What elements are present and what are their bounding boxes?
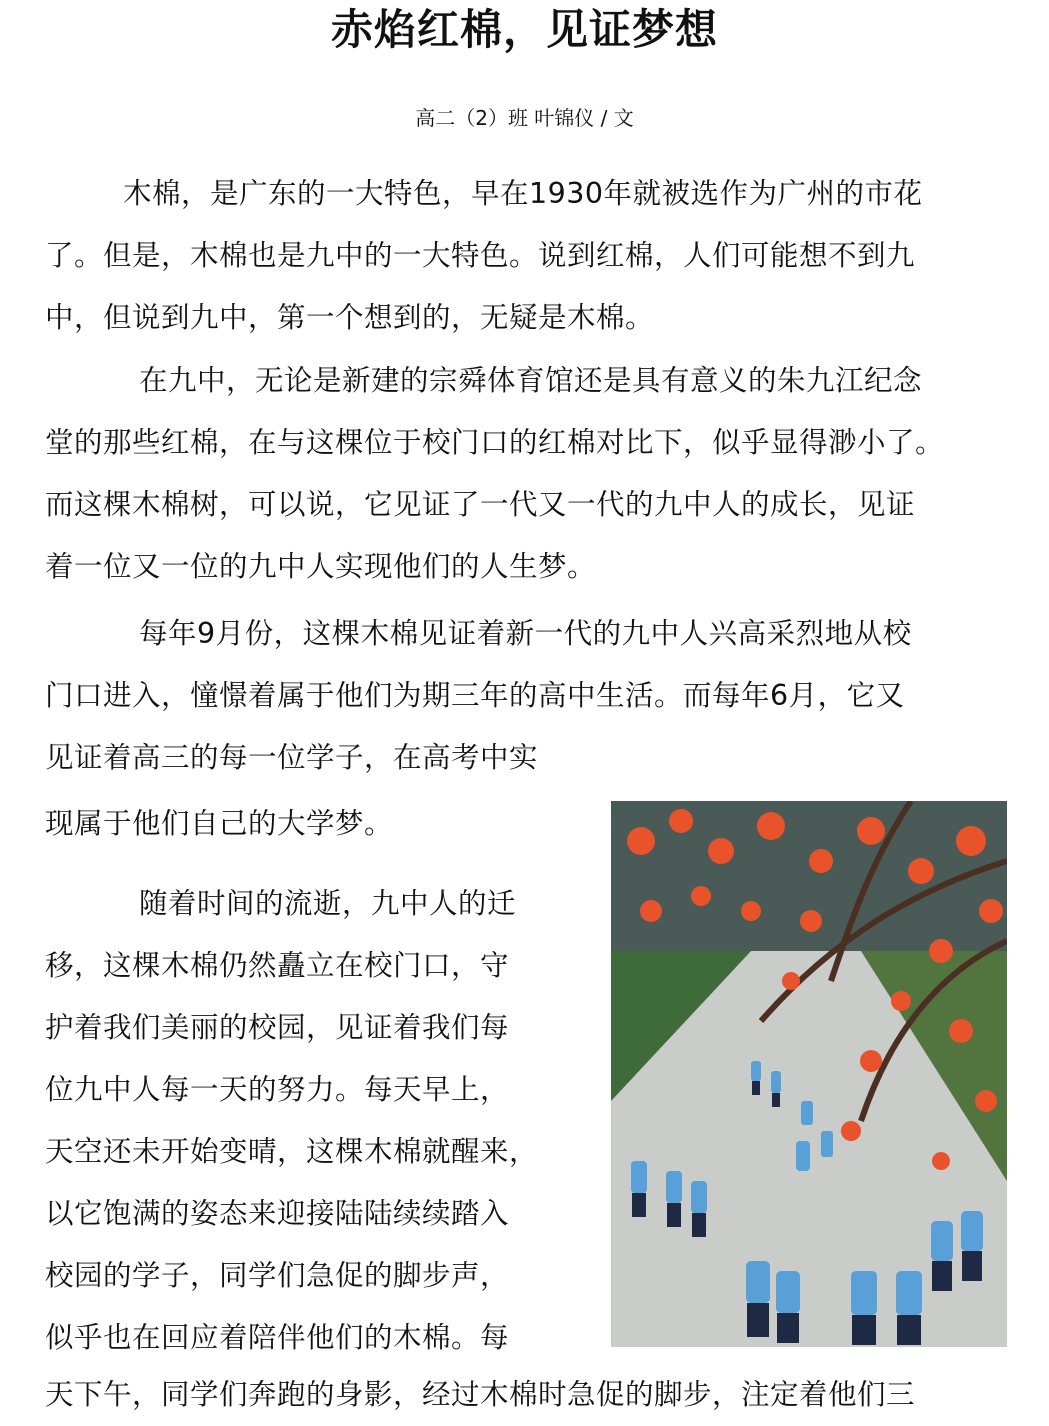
article-byline: 高二（2）班 叶锦仪 / 文 xyxy=(415,106,634,130)
paragraph-3-line: 见证着高三的每一位学子，在高考中实 xyxy=(45,741,539,774)
photo-illustration xyxy=(611,801,1007,1347)
paragraph-4-line: 护着我们美丽的校园，见证着我们每 xyxy=(45,1011,510,1044)
paragraph-4-line: 校园的学子，同学们急促的脚步声， xyxy=(45,1259,510,1292)
paragraph-4-line: 以它饱满的姿态来迎接陆陆续续踏入 xyxy=(45,1197,510,1230)
paragraph-3-line: 现属于他们自己的大学梦。 xyxy=(45,807,394,840)
paragraph-1 xyxy=(45,163,1007,349)
article-title: 赤焰红棉，见证梦想 xyxy=(330,5,718,54)
paragraph-4-line: 随着时间的流逝，九中人的迁 xyxy=(139,887,517,920)
kapok-tree-photo xyxy=(611,801,1007,1347)
paragraph-4-line: 似乎也在回应着陪伴他们的木棉。每 xyxy=(45,1321,510,1354)
paragraph-4-line: 天下午，同学们奔跑的身影，经过木棉时急促的脚步，注定着他们三 xyxy=(45,1378,916,1411)
paragraph-2-line: 着一位又一位的九中人实现他们的人生梦。 xyxy=(45,550,597,583)
paragraph-1-line: 中，但说到九中，第一个想到的，无疑是木棉。 xyxy=(45,301,655,334)
paragraph-4-line: 天空还未开始变晴，这棵木棉就醒来， xyxy=(45,1135,539,1168)
paragraph-3 xyxy=(45,603,1007,727)
paragraph-2-line: 堂的那些红棉，在与这棵位于校门口的红棉对比下，似乎显得渺小了。 xyxy=(45,426,945,459)
paragraph-4-line: 位九中人每一天的努力。每天早上， xyxy=(45,1073,510,1106)
paragraph-1-line: 了。但是，木棉也是九中的一大特色。说到红棉，人们可能想不到九 xyxy=(45,239,916,272)
paragraph-4 xyxy=(45,873,570,1369)
paragraph-3-line: 门口进入，憧憬着属于他们为期三年的高中生活。而每年6月，它又 xyxy=(45,679,905,712)
paragraph-1-line: 木棉，是广东的一大特色，早在1930年就被选作为广州的市花 xyxy=(123,177,923,210)
paragraph-2-line: 在九中，无论是新建的宗舜体育馆还是具有意义的朱九江纪念 xyxy=(139,364,923,397)
paragraph-2 xyxy=(45,350,1007,598)
paragraph-2-line: 而这棵木棉树，可以说，它见证了一代又一代的九中人的成长，见证 xyxy=(45,488,916,521)
paragraph-4-line: 移，这棵木棉仍然矗立在校门口，守 xyxy=(45,949,510,982)
paragraph-3-line: 每年9月份，这棵木棉见证着新一代的九中人兴高采烈地从校 xyxy=(139,617,912,650)
